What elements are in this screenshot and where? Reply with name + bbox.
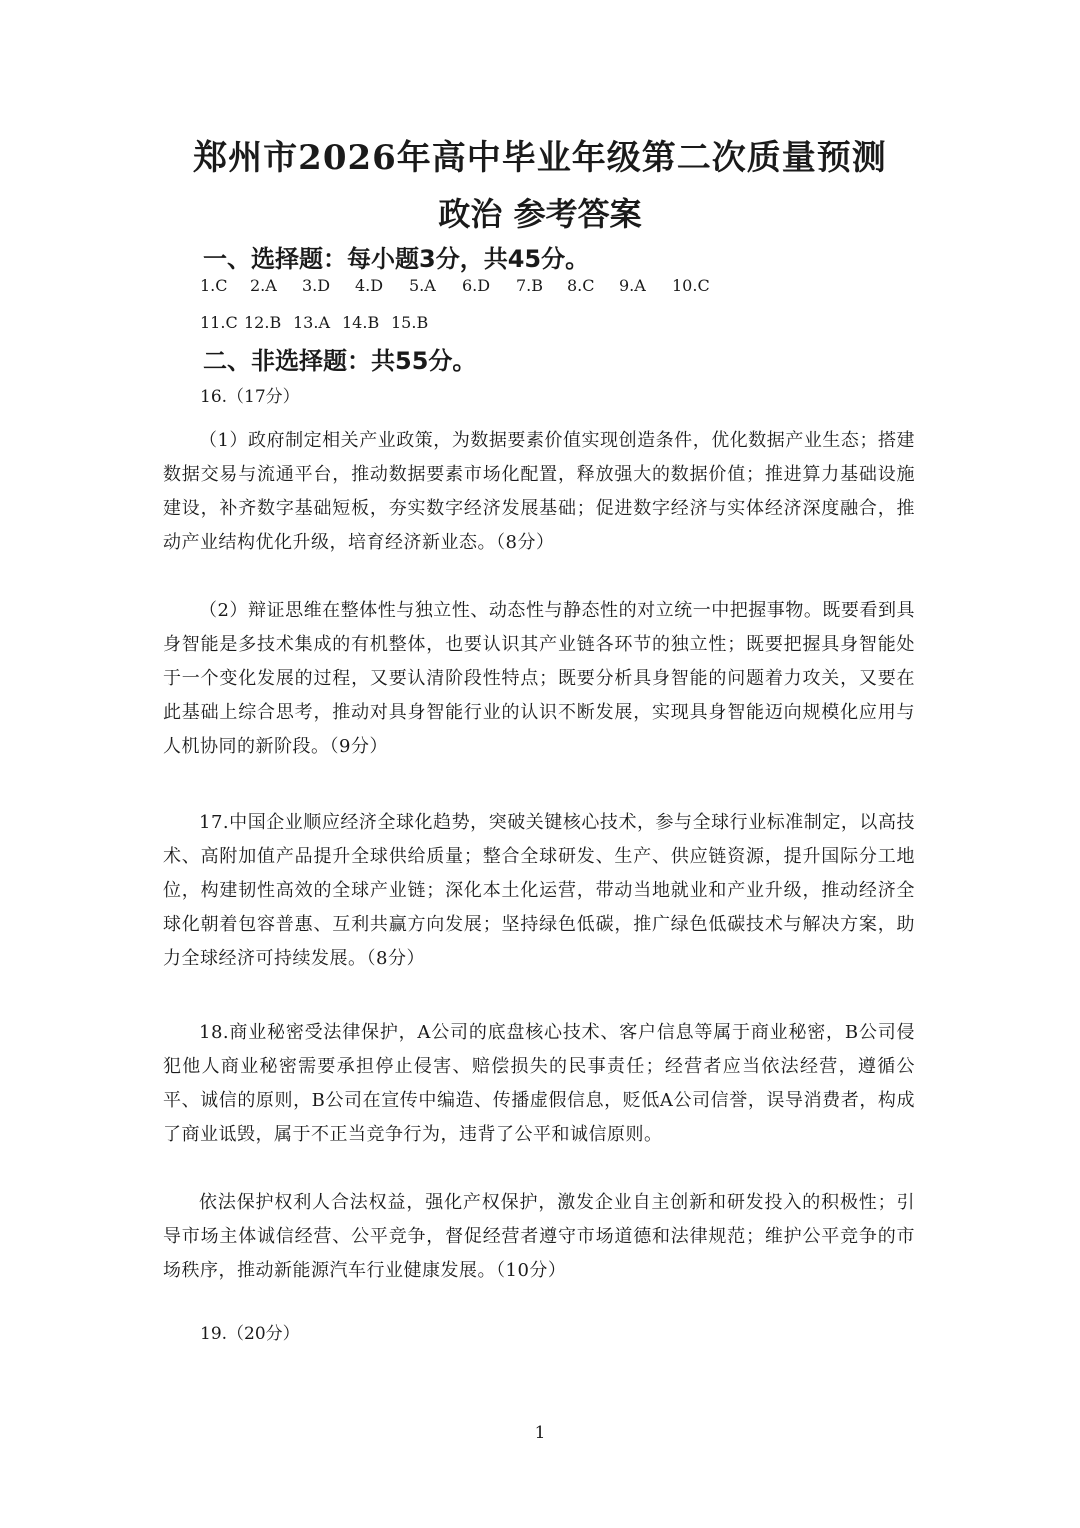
answer-item: 8.C <box>567 276 595 295</box>
section-heading-multiple-choice: 一、选择题：每小题3分，共45分。 <box>203 245 590 273</box>
answer-item: 12.B <box>244 313 282 332</box>
document-title: 郑州市2026年高中毕业年级第二次质量预测 <box>193 138 887 178</box>
question-16-part-1: （1）政府制定相关产业政策，为数据要素价值实现创造条件，优化数据产业生态；搭建数据交易与流通平台，推动数据要素市场化配置，释放强大的数据价值；推进算力基础设施建设，补齐数字基础短板，夯实数字经济发展基础；促进数字经济与实体经济深度融合，推动产业结构优化升级，培育经济新业态。（8分） <box>163 430 915 553</box>
page-number: 1 <box>534 1423 546 1443</box>
answer-item: 7.B <box>516 276 544 295</box>
question-16-part-2: （2）辩证思维在整体性与独立性、动态性与静态性的对立统一中把握事物。既要看到具身智能是多技术集成的有机整体，也要认识其产业链各环节的独立性；既要把握具身智能处于一个变化发展的过程，又要认清阶段性特点；既要分析具身智能的问题着力攻关，又要在此基础上综合思考，推动对具身智能行业的认识不断发展，实现具身智能迈向规模化应用与人机协同的新阶段。（9分） <box>163 600 915 757</box>
answer-item: 9.A <box>619 276 646 295</box>
answer-item: 5.A <box>409 276 436 295</box>
answer-item: 2.A <box>250 276 277 295</box>
answer-item: 15.B <box>391 313 429 332</box>
answer-item: 6.D <box>462 276 491 295</box>
answer-item: 13.A <box>293 313 330 332</box>
document-subtitle: 政治 参考答案 <box>438 195 642 233</box>
question-16-header: 16.（17分） <box>200 387 300 407</box>
answer-item: 4.D <box>355 276 384 295</box>
question-18-paragraph-2: 依法保护权利人合法权益，强化产权保护，激发企业自主创新和研发投入的积极性；引导市场主体诚信经营、公平竞争，督促经营者遵守市场道德和法律规范；维护公平竞争的市场秩序，推动新能源汽车行业健康发展。（10分） <box>163 1192 915 1281</box>
answer-item: 3.D <box>302 276 331 295</box>
question-19-header: 19.（20分） <box>200 1324 300 1344</box>
answer-item: 14.B <box>342 313 380 332</box>
question-17-answer: 17.中国企业顺应经济全球化趋势，突破关键核心技术，参与全球行业标准制定，以高技术、高附加值产品提升全球供给质量；整合全球研发、生产、供应链资源，提升国际分工地位，构建韧性高效的全球产业链；深化本土化运营，带动当地就业和产业升级，推动经济全球化朝着包容普惠、互利共赢方向发展；坚持绿色低碳，推广绿色低碳技术与解决方案，助力全球经济可持续发展。（8分） <box>163 812 915 969</box>
question-18-paragraph-1: 18.商业秘密受法律保护，A公司的底盘核心技术、客户信息等属于商业秘密，B公司侵犯他人商业秘密需要承担停止侵害、赔偿损失的民事责任；经营者应当依法经营，遵循公平、诚信的原则，B公司在宣传中编造、传播虚假信息，贬低A公司信誉，误导消费者，构成了商业诋毁，属于不正当竞争行为，违背了公平和诚信原则。 <box>163 1022 915 1145</box>
answer-item: 1.C <box>200 276 228 295</box>
answer-item: 10.C <box>672 276 710 295</box>
section-heading-open-questions: 二、非选择题：共55分。 <box>203 347 477 375</box>
answer-item: 11.C <box>200 313 238 332</box>
